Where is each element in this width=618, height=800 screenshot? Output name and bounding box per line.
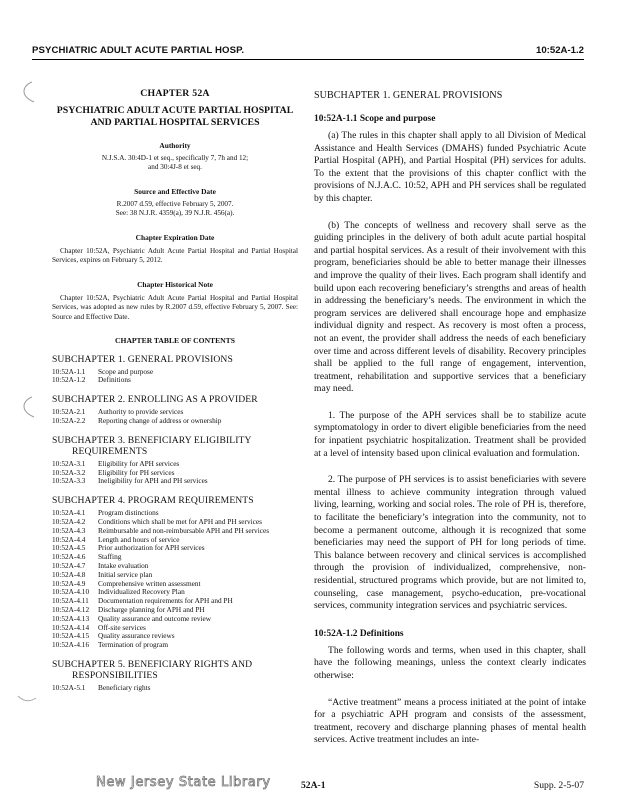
margin-scan-mark [14,690,38,706]
page-number: 52A-1 [301,780,326,791]
paragraph: 2. The purpose of PH services is to assist beneficiaries with severe mental illness to achieve community integration through valued living, learning, working and social roles. The role of PH is, therefore, to facilitate the beneficiary’s integration into the community, not to become a permanent outcome, although it is recognized that some beneficiaries may need the support of PH for long periods of time. This balance between recovery and clinical services is accomplished through the provision of individualized, comprehensive, non-residential, structured programs which provide, but are not limited to, counseling, case management, psycho-education, pre-vocational services, community integration services and psychiatric services. [314,474,586,612]
subchapter-heading: SUBCHAPTER 1. GENERAL PROVISIONS [314,90,503,101]
header-section: 10:52A-1.2 [536,45,584,56]
toc-section-number: 10:52A-4.14 [52,622,90,632]
toc-section-title: Staffing [98,552,122,562]
toc-section-number: 10:52A-4.11 [52,596,89,606]
chapter-label: CHAPTER 52A [140,88,210,99]
toc-entry [52,641,269,650]
toc-section-title: Scope and purpose [98,366,154,376]
toc-subchapter-title: SUBCHAPTER 1. GENERAL PROVISIONS [52,353,233,365]
toc-section-number: 10:52A-5.1 [52,682,86,692]
toc-subchapter-heading [52,354,298,365]
toc-section-title: Ineligibility for APH and PH services [98,476,208,486]
toc-entry [52,477,208,486]
margin-scan-mark [14,80,38,106]
section-heading-scope: 10:52A-1.1 Scope and purpose [314,114,436,124]
toc-section-number: 10:52A-1.1 [52,366,86,376]
toc-section-title: Reporting change of address or ownership [98,415,222,425]
toc-section-number: 10:52A-2.2 [52,415,86,425]
toc-subchapter-title-continued: RESPONSIBILITIES [72,669,158,681]
toc-section-title: Reimbursable and non-reimbursable APH and PH services [98,525,270,535]
toc-section-number: 10:52A-4.12 [52,604,90,614]
supplement-date: Supp. 2-5-07 [533,780,584,791]
toc-section-number: 10:52A-4.16 [52,640,90,650]
toc-section-title: Quality assurance and outcome review [98,613,212,623]
toc-entry [52,417,221,426]
toc-section-number: 10:52A-4.9 [52,578,86,588]
expiration-heading: Chapter Expiration Date [135,232,215,242]
toc-section-number: 10:52A-3.1 [52,458,86,468]
running-header [32,43,584,60]
toc-entry [52,376,153,385]
toc-section-number: 10:52A-4.15 [52,631,90,641]
toc-section-title: Intake evaluation [98,560,149,570]
toc-subchapter-title: SUBCHAPTER 5. BENEFICIARY RIGHTS AND [52,658,253,670]
history-heading: Chapter Historical Note [137,279,213,289]
history-text: Chapter 10:52A, Psychiatric Adult Acute Partial Hospital and Partial Hospital Services, was adopted as new rules by R.2007 d.59, effective February 5, 2007. See: Source and Effective Date. [52,293,298,321]
authority-heading: Authority [159,141,191,150]
source-heading: Source and Effective Date [134,186,216,196]
toc-section-number: 10:52A-4.7 [52,560,86,570]
toc-section-list [52,368,153,386]
toc-section-number: 10:52A-2.1 [52,407,86,417]
library-watermark: New Jersey State Library [96,775,271,790]
toc-subchapter-title: SUBCHAPTER 3. BENEFICIARY ELIGIBILITY [52,434,252,446]
toc-section-number: 10:52A-4.8 [52,569,86,579]
toc-section-number: 10:52A-3.2 [52,467,86,477]
toc-section-title: Eligibility for APH services [98,458,180,468]
toc-section-title: Comprehensive written assessment [98,578,201,588]
paragraph: 1. The purpose of the APH services shall be to stabilize acute symptomatology in order to divert eligible beneficiaries from the need for inpatient psychiatric hospitalization. Treatment shall be provided at a level of intensity based upon clinical evaluation and formulation. [314,409,586,459]
toc-section-title: Eligibility for PH services [98,467,175,477]
toc-section-title: Definitions [98,375,131,385]
toc-subchapter-title: SUBCHAPTER 2. ENROLLING AS A PROVIDER [52,394,258,406]
toc-section-title: Length and hours of service [98,534,180,544]
section-heading-definitions: 10:52A-1.2 Definitions [314,628,404,639]
toc-section-number: 10:52A-4.6 [52,552,86,562]
toc-section-list [52,509,269,650]
paragraph: (b) The concepts of wellness and recovery shall serve as the guiding principles in the delivery of both adult acute partial hospital and partial hospital services. As a result of their involvement with this program, beneficiaries should be able to better manage their illnesses and improve the quality of their lives. Each program shall identify and build upon each recovering beneficiary’s strengths and areas of health in addressing the beneficiary’s needs. The environment in which the program services are delivered shall encourage hope and emphasize individual dignity and respect. As recovery is most often a process, not an event, the provider shall address the needs of each beneficiary over time and across different levels of disability. Recovery principles shall be applied to the full range of engagement, intervention, treatment, rehabilitation and supportive services that a beneficiary may need. [314,219,586,395]
toc-subchapter-heading [52,394,298,405]
toc-section-list [52,684,150,693]
toc-subchapter-title-continued: REQUIREMENTS [72,445,148,457]
toc-section-number: 10:52A-4.4 [52,534,86,544]
toc-section-number: 10:52A-4.2 [52,516,86,526]
expiration-text: Chapter 10:52A, Psychiatric Adult Acute Partial Hospital and Partial Hospital Services, expires on February 5, 2012. [52,246,298,265]
paragraph: “Active treatment” means a process initiated at the point of intake for a psychiatric APH program and consists of the assessment, treatment, recovery and discharge planning phases of mental health services. Active treatment includes an inte- [314,696,586,746]
toc-section-title: Initial service plan [98,569,153,579]
toc-subchapter-heading [52,495,298,506]
toc-section-number: 10:52A-4.5 [52,543,86,553]
authority-line: N.J.S.A. 30:4D-1 et seq., specifically 7, 7h and 12; [101,154,249,162]
toc-section-list [52,408,221,426]
toc-section-title: Quality assurance reviews [98,631,175,641]
toc-heading: CHAPTER TABLE OF CONTENTS [115,335,235,345]
source-line: R.2007 d.59, effective February 5, 2007. [116,199,234,208]
toc-section-title: Authority to provide services [98,407,184,417]
toc-subchapter-heading [52,659,298,681]
paragraph: The following words and terms, when used in this chapter, shall have the following meanings, unless the context clearly indicates otherwise: [314,644,586,681]
toc-section-title: Beneficiary rights [98,682,151,692]
source-line: See: 38 N.J.R. 4359(a), 39 N.J.R. 456(a). [115,209,235,218]
toc-section-title: Documentation requirements for APH and PH [98,596,233,606]
toc-section-number: 10:52A-4.3 [52,525,86,535]
paragraph: (a) The rules in this chapter shall apply to all Division of Medical Assistance and Health Services (DMAHS) funded Psychiatric Acute Partial Hospital (APH), and Partial Hospital (PH) services for adults. To the extent that the provisions of this chapter conflict with the provisions of N.J.A.C. 10:52, APH and PH services shall be regulated by this chapter. [314,130,586,204]
toc-section-title: Discharge planning for APH and PH [98,604,205,614]
toc-subchapter-heading [52,435,298,457]
toc-section-title: Program distinctions [98,508,159,518]
margin-scan-mark [14,395,38,421]
toc-section-number: 10:52A-4.1 [52,508,86,518]
toc-section-title: Prior authorization for APH services [98,543,205,553]
authority-text [52,154,298,173]
chapter-title: PSYCHIATRIC ADULT ACUTE PARTIAL HOSPITAL AND PARTIAL HOSPITAL SERVICES [56,105,294,128]
toc-section-title: Termination of program [98,640,169,650]
toc-section-title: Conditions which shall be met for APH and PH services [98,516,262,526]
toc-section-title: Individualized Recovery Plan [98,587,185,597]
toc-section-number: 10:52A-1.2 [52,375,86,385]
source-text [52,200,298,219]
authority-line: and 30:4J-8 et seq. [148,163,202,172]
toc-section-number: 10:52A-3.3 [52,476,86,486]
table-of-contents [52,354,298,693]
toc-section-title: Off-site services [98,622,146,632]
toc-subchapter-title: SUBCHAPTER 4. PROGRAM REQUIREMENTS [52,495,254,507]
right-column [314,78,586,747]
toc-section-list [52,460,208,486]
toc-entry [52,684,150,693]
header-title: PSYCHIATRIC ADULT ACUTE PARTIAL HOSP. [32,45,245,56]
left-column [52,78,298,693]
toc-section-number: 10:52A-4.10 [52,587,90,597]
toc-section-number: 10:52A-4.13 [52,613,90,623]
